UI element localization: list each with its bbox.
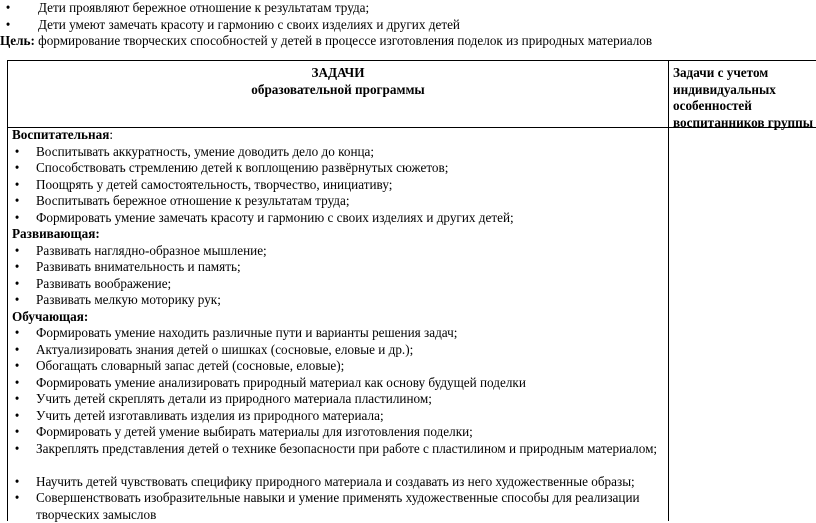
task-item [12, 358, 666, 375]
intro-bullet-item [0, 0, 816, 17]
bullet-icon: • [14, 473, 20, 489]
section-title-text: Развивающая: [12, 226, 100, 241]
bullet-icon: • [14, 424, 20, 439]
bullet-icon: • [14, 176, 20, 192]
goal-label: Цель: [0, 33, 35, 48]
bullet-icon: • [14, 391, 20, 406]
task-text: Развивать внимательность и память; [36, 259, 241, 274]
section-title-text: Обучающая: [12, 308, 89, 324]
task-item [12, 441, 666, 474]
task-item [12, 375, 666, 392]
goal-text: формирование творческих способностей у детей в процессе изготовления поделок из природных материалов [34, 33, 653, 48]
task-item [12, 259, 666, 276]
section-title-educational [12, 127, 666, 144]
task-text: Поощрять у детей самостоятельность, творчество, инициативу; [36, 176, 393, 192]
task-item [12, 408, 666, 425]
bullet-icon: • [14, 490, 20, 505]
bullet-icon: • [14, 407, 20, 423]
bullet-icon: • [14, 358, 20, 373]
intro-bullet-text: Дети умеют замечать красоту и гармонию с своих изделиях и других детей [38, 16, 460, 32]
bullet-icon: • [5, 0, 11, 15]
task-item [12, 160, 666, 177]
header-side-line: индивидуальных [673, 81, 776, 97]
task-text: Формировать умение находить различные пути и варианты решения задач; [36, 325, 458, 340]
task-text: Совершенствовать изобразительные навыки и умение применять художественные способы для реализации творческих замыслов [36, 490, 640, 522]
task-text: Развивать воображение; [36, 275, 172, 291]
bullet-icon: • [14, 209, 20, 225]
task-text: Воспитывать аккуратность, умение доводить дело до конца; [36, 143, 375, 159]
task-item [12, 144, 666, 161]
task-text: Формировать умение анализировать природный материал как основу будущей поделки [36, 374, 526, 390]
bullet-icon: • [14, 160, 20, 175]
task-item [12, 342, 666, 359]
section-title-developmental [12, 226, 666, 243]
task-item [12, 193, 666, 210]
bullet-icon: • [14, 193, 20, 208]
header-main-title: ЗАДАЧИ [311, 65, 365, 80]
bullet-icon: • [14, 242, 20, 258]
header-side-cell [673, 65, 816, 131]
bullet-icon: • [14, 143, 20, 159]
task-text: Научить детей чувствовать специфику природного материала и создавать из него художественные образы; [36, 473, 635, 489]
header-main-cell [8, 65, 668, 98]
intro-bullet-text: Дети проявляют бережное отношение к результатам труда; [38, 0, 370, 15]
section-title-learning [12, 309, 666, 326]
bullet-icon: • [14, 374, 20, 390]
task-item [12, 243, 666, 260]
bullet-icon: • [14, 440, 20, 456]
section-title-text: Воспитательная [12, 127, 110, 142]
task-item [12, 474, 666, 491]
task-item [12, 177, 666, 194]
bullet-icon: • [14, 341, 20, 357]
task-text: Воспитывать бережное отношение к результатам труда; [36, 193, 350, 208]
task-text: Учить детей скреплять детали из природного материала пластилином; [36, 391, 432, 406]
bullet-icon: • [14, 259, 20, 274]
header-main-subtitle: образовательной программы [251, 81, 425, 97]
task-item [12, 292, 666, 309]
task-item [12, 210, 666, 227]
goal-line [0, 33, 652, 50]
bullet-icon: • [14, 292, 20, 307]
tasks-body-cell [12, 127, 666, 523]
header-side-line: воспитанников группы [673, 114, 814, 130]
task-text: Актуализировать знания детей о шишках (сосновые, еловые и др.); [36, 341, 414, 357]
tasks-table [7, 60, 816, 521]
task-item [12, 325, 666, 342]
task-text: Закреплять представления детей о технике безопасности при работе с пластилином и природным материалом; [36, 440, 658, 456]
task-text: Развивать мелкую моторику рук; [36, 292, 221, 307]
header-side-line: особенностей [673, 98, 752, 113]
bullet-icon: • [14, 275, 20, 291]
task-text: Учить детей изготавливать изделия из природного материала; [36, 407, 384, 423]
task-text: Развивать наглядно-образное мышление; [36, 242, 267, 258]
bullet-icon: • [14, 325, 20, 340]
task-text: Формировать умение замечать красоту и гармонию с своих изделиях и других детей; [36, 209, 514, 225]
bullet-icon: • [5, 16, 11, 32]
task-item [12, 391, 666, 408]
task-item [12, 424, 666, 441]
section-title-suffix: : [109, 127, 114, 142]
header-side-line: Задачи с учетом [673, 65, 769, 80]
task-text: Формировать у детей умение выбирать материалы для изготовления поделки; [36, 424, 473, 439]
task-item [12, 276, 666, 293]
task-item [12, 490, 666, 523]
task-text: Обогащать словарный запас детей (сосновые, еловые); [36, 358, 345, 373]
task-text: Способствовать стремлению детей к воплощению развёрнутых сюжетов; [36, 160, 449, 175]
intro-bullet-item [0, 17, 816, 34]
intro-bullet-list [0, 0, 816, 33]
column-divider [668, 61, 669, 521]
